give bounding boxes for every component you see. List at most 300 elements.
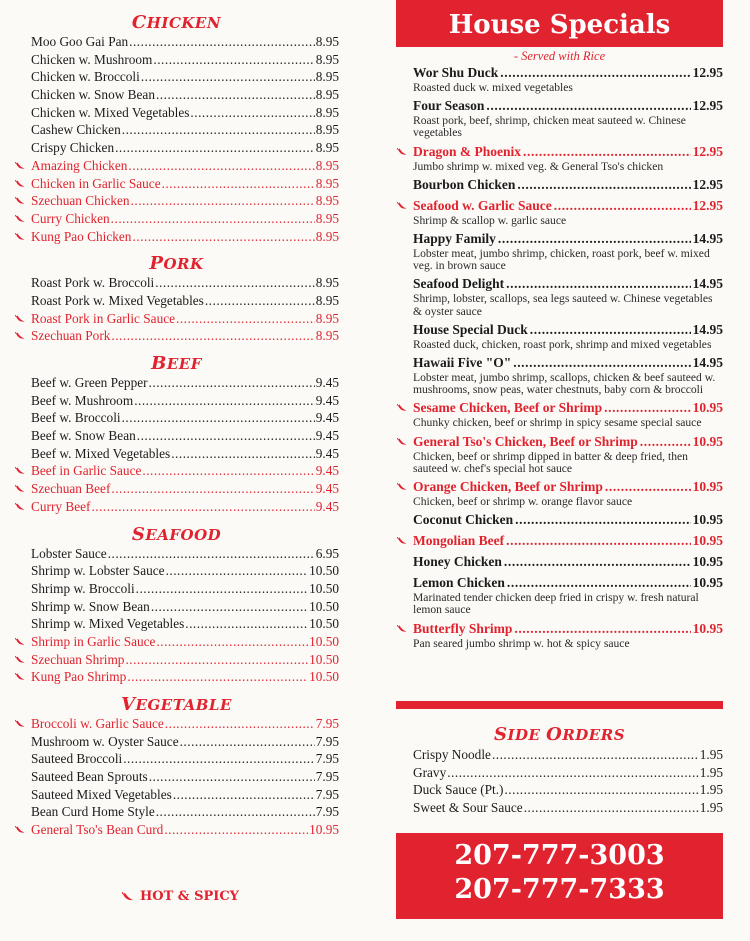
dot-leader xyxy=(492,746,699,764)
menu-item-name: Beef in Garlic Sauce xyxy=(31,463,142,479)
pepper-icon xyxy=(397,438,407,446)
menu-item-price: 9.45 xyxy=(315,428,339,444)
menu-item-name: Chicken in Garlic Sauce xyxy=(31,175,161,191)
dot-leader xyxy=(134,392,315,410)
special-item-name: Hawaii Five "O" xyxy=(413,355,512,371)
menu-item-price: 7.95 xyxy=(315,786,339,802)
menu-item xyxy=(14,409,339,427)
dot-leader xyxy=(447,764,698,782)
menu-item-price: 8.95 xyxy=(315,104,339,120)
menu-item-price: 8.95 xyxy=(315,157,339,173)
special-item-name: Seafood w. Garlic Sauce xyxy=(413,197,552,213)
side-orders-heading-rest2: RDERS xyxy=(562,726,626,744)
dot-leader xyxy=(111,480,314,498)
section-heading-cap: P xyxy=(149,253,164,275)
dot-leader xyxy=(156,86,315,104)
side-orders-heading-cap2: O xyxy=(546,724,563,745)
pepper-icon xyxy=(397,483,407,491)
pepper-icon xyxy=(397,404,407,412)
special-item xyxy=(396,574,723,619)
dot-leader xyxy=(111,327,314,345)
menu-item-name: Sauteed Broccoli xyxy=(31,751,123,767)
menu-item-price: 10.50 xyxy=(309,563,339,579)
menu-item-price: 9.45 xyxy=(315,463,339,479)
special-item xyxy=(396,275,723,320)
dot-leader xyxy=(514,620,690,638)
dot-leader xyxy=(156,633,308,651)
pepper-icon xyxy=(15,467,25,475)
dot-leader xyxy=(504,781,698,799)
side-order-price: 1.95 xyxy=(699,764,723,780)
menu-item xyxy=(14,139,339,157)
menu-item-price: 9.45 xyxy=(315,392,339,408)
section-heading-rest: EAFOOD xyxy=(145,525,222,544)
dot-leader xyxy=(166,562,309,580)
special-item-description: Jumbo shrimp w. mixed veg. & General Tso's chicken xyxy=(413,159,664,173)
dot-leader xyxy=(122,409,315,427)
menu-item-name: Curry Chicken xyxy=(31,210,110,226)
special-item-description: Shrimp, lobster, scallops, sea legs sauteed w. Chinese vegetables & oyster sauce xyxy=(413,292,713,318)
pepper-icon xyxy=(15,673,25,681)
pepper-icon xyxy=(15,656,25,664)
menu-item-price: 9.45 xyxy=(315,410,339,426)
menu-item-price: 8.95 xyxy=(315,228,339,244)
dot-leader xyxy=(176,310,315,328)
side-order-item xyxy=(396,764,723,782)
menu-item-price: 8.95 xyxy=(315,292,339,308)
dot-leader xyxy=(517,176,690,194)
pepper-icon xyxy=(15,215,25,223)
special-item xyxy=(396,97,723,142)
special-item-name: General Tso's Chicken, Beef or Shrimp xyxy=(413,433,638,449)
side-order-item xyxy=(396,746,723,764)
menu-item xyxy=(14,750,339,768)
menu-item xyxy=(14,498,339,516)
special-item-name: Honey Chicken xyxy=(413,554,502,570)
pepper-icon xyxy=(15,720,25,728)
menu-item-price: 7.95 xyxy=(315,733,339,749)
dot-leader xyxy=(131,192,315,210)
special-item-name: Mongolian Beef xyxy=(413,533,505,549)
special-item xyxy=(396,197,723,230)
menu-item-name: Chicken w. Mushroom xyxy=(31,51,153,67)
dot-leader xyxy=(523,143,691,161)
dot-leader xyxy=(524,799,699,817)
menu-item-price: 6.95 xyxy=(315,545,339,561)
dot-leader xyxy=(640,433,691,451)
menu-item-name: Beef w. Mushroom xyxy=(31,392,134,408)
dot-leader xyxy=(500,64,690,82)
menu-item xyxy=(14,228,339,246)
special-item-name: Wor Shu Duck xyxy=(413,65,499,80)
dot-leader xyxy=(156,803,315,821)
menu-item-name: Beef w. Broccoli xyxy=(31,410,121,426)
pepper-icon xyxy=(122,892,134,902)
menu-item-name: Beef w. Mixed Vegetables xyxy=(31,445,171,461)
menu-item xyxy=(14,821,339,839)
dot-leader xyxy=(111,210,315,228)
pepper-icon xyxy=(15,233,25,241)
house-specials-list xyxy=(396,64,723,653)
menu-item xyxy=(14,480,339,498)
menu-item xyxy=(14,175,339,193)
section-heading-cap: S xyxy=(131,523,146,545)
menu-item-name: Bean Curd Home Style xyxy=(31,804,155,820)
special-item-price: 12.95 xyxy=(692,176,723,192)
menu-item-price: 8.95 xyxy=(315,140,339,156)
dot-leader xyxy=(513,354,690,372)
special-item xyxy=(396,321,723,354)
menu-item-price: 10.50 xyxy=(309,651,339,667)
menu-item xyxy=(14,86,339,104)
menu-item-price: 8.95 xyxy=(315,275,339,291)
menu-item-price: 9.45 xyxy=(315,445,339,461)
menu-item xyxy=(14,51,339,69)
section-heading-rest: ORK xyxy=(163,255,204,274)
menu-item-price: 10.50 xyxy=(309,598,339,614)
dot-leader xyxy=(171,445,315,463)
menu-item-name: Beef w. Green Pepper xyxy=(31,375,148,390)
dot-leader xyxy=(137,427,315,445)
dot-leader xyxy=(506,275,691,293)
section-heading xyxy=(14,524,339,545)
phone-number[interactable]: 207-777-3003 xyxy=(454,840,665,871)
menu-item-name: Chicken w. Broccoli xyxy=(31,69,140,85)
dot-leader xyxy=(164,821,308,839)
special-item-name: Bourbon Chicken xyxy=(413,176,516,192)
menu-item xyxy=(14,462,339,480)
menu-item-name: Crispy Chicken xyxy=(31,140,115,156)
menu-item-name: Kung Pao Shrimp xyxy=(31,669,127,685)
menu-item-name: General Tso's Bean Curd xyxy=(31,822,164,838)
dot-leader xyxy=(115,139,315,157)
menu-item xyxy=(14,651,339,669)
side-order-item xyxy=(396,781,723,799)
menu-item-name: Moo Goo Gai Pan xyxy=(31,34,129,49)
menu-item-price: 10.50 xyxy=(309,616,339,632)
section-heading-cap: B xyxy=(151,353,167,374)
special-item-price: 12.95 xyxy=(692,98,723,114)
dot-leader xyxy=(162,175,315,193)
special-item-price: 10.95 xyxy=(692,433,723,449)
menu-item-price: 9.45 xyxy=(315,481,339,497)
special-item-price: 12.95 xyxy=(692,143,723,159)
dot-leader xyxy=(498,230,691,248)
dot-leader xyxy=(128,157,314,175)
menu-item-name: Shrimp w. Lobster Sauce xyxy=(31,563,165,579)
menu-item xyxy=(14,733,339,751)
dot-leader xyxy=(125,651,308,669)
side-order-name: Crispy Noodle xyxy=(413,747,491,762)
menu-item xyxy=(14,274,339,292)
menu-item-name: Chicken w. Mixed Vegetables xyxy=(31,104,190,120)
menu-item-name: Lobster Sauce xyxy=(31,545,107,561)
special-item-description: Roasted duck w. mixed vegetables xyxy=(413,81,573,94)
side-orders-heading-cap1: S xyxy=(493,724,508,745)
pepper-icon xyxy=(15,826,25,834)
menu-item-name: Roast Pork w. Broccoli xyxy=(31,275,155,291)
menu-item-price: 10.50 xyxy=(309,633,339,649)
dot-leader xyxy=(506,532,691,550)
special-item xyxy=(396,354,723,399)
menu-item xyxy=(14,633,339,651)
side-order-item xyxy=(396,799,723,817)
menu-item xyxy=(14,310,339,328)
house-specials-banner: House Specials xyxy=(396,0,723,47)
pepper-icon xyxy=(15,197,25,205)
special-item-name: Coconut Chicken xyxy=(413,512,514,528)
menu-item xyxy=(14,598,339,616)
menu-item xyxy=(14,374,339,392)
dot-leader xyxy=(554,197,691,215)
menu-item-name: Kung Pao Chicken xyxy=(31,228,132,244)
special-item-price: 12.95 xyxy=(692,197,723,213)
menu-item xyxy=(14,445,339,463)
menu-item-price: 8.95 xyxy=(315,210,339,226)
special-item xyxy=(396,143,723,176)
dot-leader xyxy=(149,768,315,786)
special-item-description: Shrimp & scallop w. garlic sauce xyxy=(413,213,567,227)
menu-item-price: 8.95 xyxy=(315,122,339,138)
menu-item xyxy=(14,580,339,598)
pepper-icon xyxy=(15,180,25,188)
special-item-description: Lobster meat, jumbo shrimp, scallops, chicken & beef sauteed w. mushrooms, snow peas, water chestnuts, baby corn & broccoli xyxy=(413,371,716,397)
special-item-name: Seafood Delight xyxy=(413,276,505,292)
menu-item xyxy=(14,157,339,175)
menu-item-name: Curry Beef xyxy=(31,498,91,514)
dot-leader xyxy=(132,228,314,246)
menu-item xyxy=(14,392,339,410)
dot-leader xyxy=(165,715,315,733)
special-item-description: Chicken, beef or shrimp w. orange flavor sauce xyxy=(413,495,633,509)
dot-leader xyxy=(190,104,314,122)
special-item-name: Four Season xyxy=(413,98,485,114)
special-item-price: 10.95 xyxy=(692,512,723,528)
dot-leader xyxy=(185,615,308,633)
menu-item xyxy=(14,292,339,310)
menu-item-name: Szechuan Beef xyxy=(31,481,111,497)
menu-item xyxy=(14,33,339,51)
dot-leader xyxy=(129,33,315,51)
menu-item-name: Roast Pork in Garlic Sauce xyxy=(31,310,176,326)
section-heading xyxy=(14,253,339,274)
special-item-price: 10.95 xyxy=(692,533,723,549)
special-item-price: 10.95 xyxy=(692,554,723,570)
pepper-icon xyxy=(15,485,25,493)
special-item-description: Chicken, beef or shrimp dipped in batter & deep fried, then sauteed w. chef's special hot sauce xyxy=(413,449,688,475)
dot-leader xyxy=(155,274,314,292)
side-order-price: 1.95 xyxy=(699,782,723,798)
menu-item-price: 10.95 xyxy=(309,822,339,838)
special-item xyxy=(396,478,723,511)
special-item-description: Chunky chicken, beef or shrimp in spicy sesame special sauce xyxy=(413,416,702,430)
side-order-name: Gravy xyxy=(413,764,447,780)
phone-number[interactable]: 207-777-7333 xyxy=(454,874,665,905)
dot-leader xyxy=(108,545,315,563)
phone-numbers-box xyxy=(396,833,723,919)
dot-leader xyxy=(205,292,315,310)
menu-item xyxy=(14,768,339,786)
special-item-price: 14.95 xyxy=(692,276,723,292)
hot-spicy-legend xyxy=(122,889,239,904)
special-item-name: Sesame Chicken, Beef or Shrimp xyxy=(413,400,603,416)
special-item-description: Pan seared jumbo shrimp w. hot & spicy sauce xyxy=(413,636,630,650)
dot-leader xyxy=(153,51,314,69)
dot-leader xyxy=(151,598,308,616)
special-item-price: 10.95 xyxy=(692,479,723,495)
special-item-description: Marinated tender chicken deep fried in crispy w. fresh natural lemon sauce xyxy=(413,591,699,617)
side-orders-heading xyxy=(396,724,723,745)
dot-leader xyxy=(123,750,315,768)
section-heading-cap: C xyxy=(131,12,147,33)
menu-item-price: 8.95 xyxy=(315,328,339,344)
special-item xyxy=(396,230,723,275)
menu-item xyxy=(14,668,339,686)
special-item-description: Lobster meat, jumbo shrimp, chicken, roast pork, beef w. mixed veg. in brown sauce xyxy=(413,247,710,273)
special-item xyxy=(396,433,723,478)
dot-leader xyxy=(91,498,314,516)
menu-item xyxy=(14,562,339,580)
special-item xyxy=(396,64,723,97)
dot-leader xyxy=(142,462,314,480)
menu-item-name: Shrimp w. Mixed Vegetables xyxy=(31,616,185,632)
menu-item-price: 7.95 xyxy=(315,769,339,785)
dot-leader xyxy=(605,478,691,496)
pepper-icon xyxy=(397,625,407,633)
special-item-name: Butterfly Shrimp xyxy=(413,620,513,636)
side-order-name: Duck Sauce (Pt.) xyxy=(413,782,504,798)
menu-item xyxy=(14,327,339,345)
menu-item xyxy=(14,803,339,821)
special-item-price: 10.95 xyxy=(692,400,723,416)
dot-leader xyxy=(141,68,315,86)
dot-leader xyxy=(504,553,691,571)
menu-item-price: 8.95 xyxy=(315,51,339,67)
dot-leader xyxy=(515,511,690,529)
dot-leader xyxy=(122,121,315,139)
dot-leader xyxy=(136,580,308,598)
menu-item-name: Broccoli w. Garlic Sauce xyxy=(31,716,164,731)
menu-item-price: 8.95 xyxy=(315,87,339,103)
side-order-price: 1.95 xyxy=(699,747,723,762)
dot-leader xyxy=(507,574,691,592)
special-item xyxy=(396,176,723,197)
side-order-price: 1.95 xyxy=(699,800,723,816)
pepper-icon xyxy=(15,315,25,323)
special-item-price: 12.95 xyxy=(692,65,723,80)
menu-item-name: Chicken w. Snow Bean xyxy=(31,87,155,103)
menu-item-price: 7.95 xyxy=(315,751,339,767)
menu-item-price: 8.95 xyxy=(315,34,339,49)
menu-item-price: 8.95 xyxy=(315,175,339,191)
pepper-icon xyxy=(397,537,407,545)
section-heading xyxy=(14,12,339,33)
menu-item xyxy=(14,715,339,733)
menu-item-price: 8.95 xyxy=(315,193,339,209)
section-heading-rest: HICKEN xyxy=(146,14,222,32)
pepper-icon xyxy=(15,638,25,646)
menu-item-price: 7.95 xyxy=(315,716,339,731)
special-item-name: Happy Family xyxy=(413,231,496,247)
special-item-description: Roast pork, beef, shrimp, chicken meat sauteed w. Chinese vegetables xyxy=(413,114,686,140)
dot-leader xyxy=(127,668,308,686)
menu-item-price: 9.45 xyxy=(315,498,339,514)
menu-item-price: 9.45 xyxy=(315,375,339,390)
menu-item-name: Beef w. Snow Bean xyxy=(31,428,136,444)
section-heading xyxy=(14,694,339,715)
menu-item-name: Amazing Chicken xyxy=(31,157,128,173)
menu-item-name: Sauteed Bean Sprouts xyxy=(31,769,148,785)
special-item-description: Roasted duck, chicken, roast pork, shrimp and mixed vegetables xyxy=(413,337,712,351)
dot-leader xyxy=(530,321,691,339)
menu-item-price: 8.95 xyxy=(315,69,339,85)
dot-leader xyxy=(486,97,690,115)
special-item-price: 14.95 xyxy=(692,355,723,371)
menu-item xyxy=(14,786,339,804)
pepper-icon xyxy=(15,332,25,340)
menu-item-name: Roast Pork w. Mixed Vegetables xyxy=(31,292,204,308)
menu-item xyxy=(14,615,339,633)
dot-leader xyxy=(149,374,315,392)
house-specials-subtitle: - Served with Rice xyxy=(513,49,606,63)
menu-item-name: Szechuan Chicken xyxy=(31,193,130,209)
pepper-icon xyxy=(15,162,25,170)
section-heading-rest: EEF xyxy=(166,355,202,373)
menu-item-price: 10.50 xyxy=(309,580,339,596)
special-item xyxy=(396,532,723,553)
dot-leader xyxy=(173,786,315,804)
menu-item-name: Sauteed Mixed Vegetables xyxy=(31,786,172,802)
pepper-icon xyxy=(397,148,407,156)
hot-spicy-label: HOT & SPICY xyxy=(140,889,239,904)
side-orders-list xyxy=(396,746,723,817)
section-heading-cap: V xyxy=(121,694,136,715)
special-item xyxy=(396,399,723,432)
menu-item xyxy=(14,121,339,139)
menu-item-name: Shrimp w. Snow Bean xyxy=(31,598,150,614)
menu-item-name: Shrimp w. Broccoli xyxy=(31,580,135,596)
menu-item xyxy=(14,192,339,210)
side-order-name: Sweet & Sour Sauce xyxy=(413,800,523,816)
menu-item xyxy=(14,104,339,122)
special-item xyxy=(396,620,723,653)
dot-leader xyxy=(180,733,315,751)
special-item-price: 14.95 xyxy=(692,321,723,337)
menu-item-name: Mushroom w. Oyster Sauce xyxy=(31,733,179,749)
special-item xyxy=(396,553,723,574)
section-heading xyxy=(14,353,339,374)
side-orders-heading-rest1: IDE xyxy=(507,726,541,744)
special-item-price: 10.95 xyxy=(692,575,723,591)
menu-item xyxy=(14,210,339,228)
menu-item xyxy=(14,545,339,563)
special-item-name: Dragon & Phoenix xyxy=(413,143,521,159)
menu-item-price: 10.50 xyxy=(309,669,339,685)
dot-leader xyxy=(604,399,691,417)
special-item xyxy=(396,511,723,532)
special-item-name: Lemon Chicken xyxy=(413,575,505,591)
pepper-icon xyxy=(15,503,25,511)
menu-item-price: 7.95 xyxy=(315,804,339,820)
special-item-name: House Special Duck xyxy=(413,321,528,337)
menu-item-name: Szechuan Shrimp xyxy=(31,651,125,667)
section-divider-bar xyxy=(396,701,723,709)
special-item-name: Orange Chicken, Beef or Shrimp xyxy=(413,479,603,495)
pepper-icon xyxy=(397,202,407,210)
special-item-price: 14.95 xyxy=(692,231,723,247)
menu-item xyxy=(14,427,339,445)
menu-item-name: Cashew Chicken xyxy=(31,122,121,138)
